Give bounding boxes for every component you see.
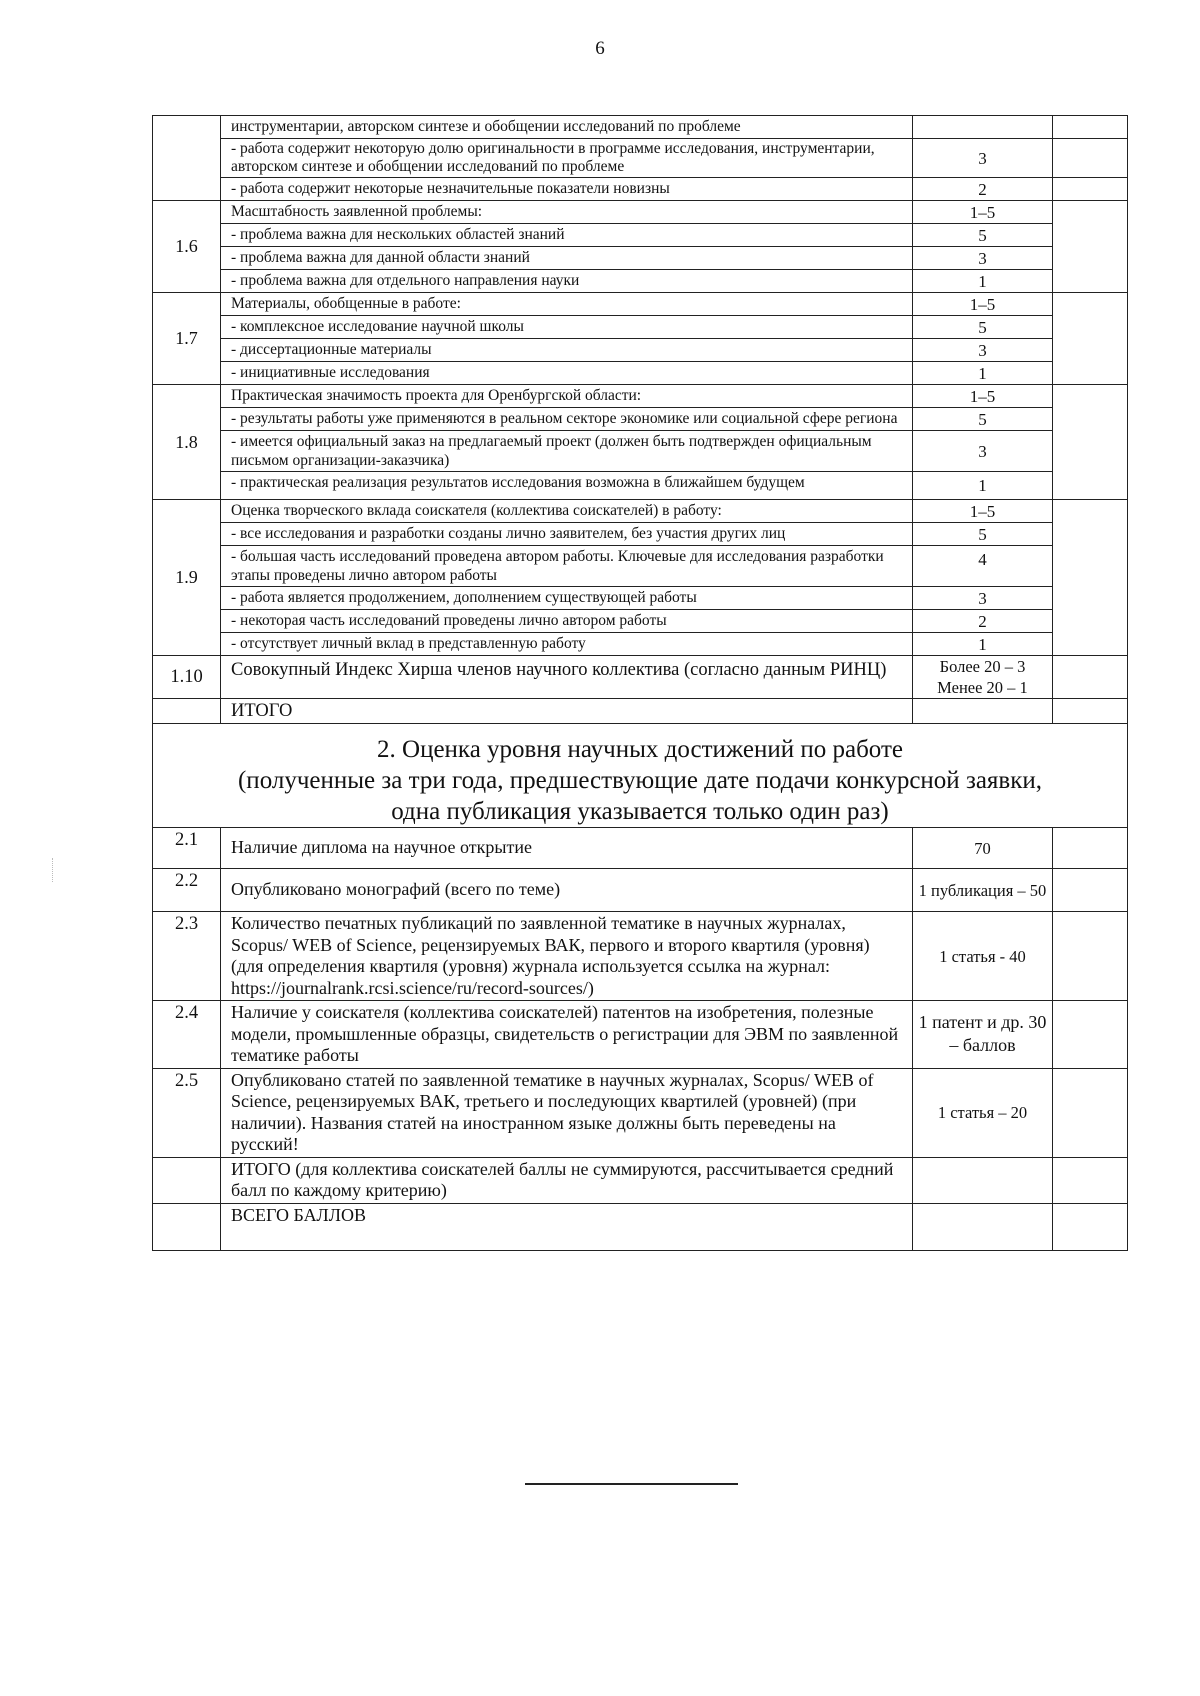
points-cell: 3 [913, 339, 1053, 362]
criterion-number: 1.10 [153, 656, 221, 699]
table-row [153, 699, 1128, 724]
score-cell [1053, 139, 1128, 178]
score-cell [1053, 293, 1128, 385]
points-cell: 1 статья - 40 [913, 912, 1053, 1001]
criterion-text: - проблема важна для отдельного направления науки [221, 270, 913, 293]
table-row [153, 362, 1128, 385]
table-row [153, 656, 1128, 699]
criterion-text: Практическая значимость проекта для Оренбургской области: [221, 385, 913, 408]
score-cell [1053, 828, 1128, 869]
section2-title-line: (полученные за три года, предшествующие дате подачи конкурсной заявки, [237, 767, 1042, 794]
criterion-number: 2.5 [153, 1068, 221, 1157]
scan-artifact [52, 858, 56, 882]
table-row [153, 500, 1128, 523]
section1-total-label: ИТОГО [221, 699, 913, 724]
criterion-number-cell [153, 116, 221, 201]
criterion-number: 1.7 [153, 293, 221, 385]
criterion-text: - диссертационные материалы [221, 339, 913, 362]
points-cell: 5 [913, 224, 1053, 247]
criterion-number: 2.3 [153, 912, 221, 1001]
points-cell [913, 116, 1053, 139]
points-cell: 4 [913, 546, 1053, 587]
table-row [153, 270, 1128, 293]
points-cell: 1 публикация – 50 [913, 869, 1053, 912]
points-cell: 3 [913, 587, 1053, 610]
points-cell: 1 [913, 633, 1053, 656]
table-row [153, 408, 1128, 431]
criterion-text: Оценка творческого вклада соискателя (коллектива соискателей) в работу: [221, 500, 913, 523]
score-cell [1053, 912, 1128, 1001]
table-row [153, 1203, 1128, 1250]
points-cell: 1–5 [913, 385, 1053, 408]
table-row [153, 247, 1128, 270]
criterion-number: 1.6 [153, 201, 221, 293]
score-cell [1053, 116, 1128, 139]
points-cell: 2 [913, 610, 1053, 633]
points-cell: 1 [913, 270, 1053, 293]
criterion-text: Наличие у соискателя (коллектива соискателей) патентов на изобретения, полезные модели, промышленные образцы, свидетельств о регистрации для ЭВМ по заявленной тематике работы [221, 1001, 913, 1069]
criterion-number-cell [153, 699, 221, 724]
table-row [153, 339, 1128, 362]
table-row [153, 546, 1128, 587]
criterion-number: 1.9 [153, 500, 221, 656]
score-cell [1053, 869, 1128, 912]
evaluation-table-container [152, 115, 1127, 1251]
points-cell: 2 [913, 178, 1053, 201]
criterion-text: Материалы, обобщенные в работе: [221, 293, 913, 316]
points-cell: 5 [913, 408, 1053, 431]
score-cell [1053, 178, 1128, 201]
section2-total-label: ИТОГО (для коллектива соискателей баллы не суммируются, рассчитывается средний балл по каждому критерию) [221, 1157, 913, 1203]
score-cell [1053, 1157, 1128, 1203]
criterion-text: - некоторая часть исследований проведены лично автором работы [221, 610, 913, 633]
table-row [153, 828, 1128, 869]
table-row [153, 1068, 1128, 1157]
table-row [153, 1157, 1128, 1203]
table-row [153, 633, 1128, 656]
score-cell [1053, 385, 1128, 500]
table-row [153, 869, 1128, 912]
section2-title-line: 2. Оценка уровня научных достижений по работе [377, 736, 903, 763]
table-row [153, 523, 1128, 546]
criterion-text: - работа является продолжением, дополнением существующей работы [221, 587, 913, 610]
section2-title [153, 724, 1128, 828]
page-number: 6 [595, 38, 605, 59]
criterion-text: - инициативные исследования [221, 362, 913, 385]
table-row [153, 472, 1128, 500]
points-line: Более 20 – 3 [939, 657, 1026, 676]
score-cell [1053, 1068, 1128, 1157]
criterion-number: 2.1 [153, 828, 221, 869]
criterion-text: Опубликовано монографий (всего по теме) [221, 869, 913, 912]
score-cell [1053, 656, 1128, 699]
score-cell [1053, 699, 1128, 724]
footer-divider [525, 1483, 738, 1485]
criterion-number: 2.2 [153, 869, 221, 912]
table-row [153, 178, 1128, 201]
points-cell: 1–5 [913, 201, 1053, 224]
points-cell: 1–5 [913, 293, 1053, 316]
score-cell [1053, 1203, 1128, 1250]
points-cell [913, 1203, 1053, 1250]
table-row [153, 316, 1128, 339]
points-cell [913, 699, 1053, 724]
grand-total-label: ВСЕГО БАЛЛОВ [221, 1203, 913, 1250]
criterion-text: Количество печатных публикаций по заявленной тематике в научных журналах, Scopus/ WEB of Science, рецензируемых ВАК, первого и второго квартиля (уровня) (для определения квартиля (уровня) журнала используется ссылка на журнал: https://journalrank.rcsi.science/ru/record-sources/) [221, 912, 913, 1001]
criterion-text: - большая часть исследований проведена автором работы. Ключевые для исследования разработки этапы проведены лично автором работы [221, 546, 913, 587]
points-cell [913, 656, 1053, 699]
points-cell: 3 [913, 431, 1053, 472]
criterion-text: Масштабность заявленной проблемы: [221, 201, 913, 224]
points-cell: 1 [913, 472, 1053, 500]
points-line: Менее 20 – 1 [937, 678, 1028, 697]
table-row [153, 610, 1128, 633]
table-row [153, 224, 1128, 247]
points-cell: 1 [913, 362, 1053, 385]
criterion-text: - проблема важна для нескольких областей знаний [221, 224, 913, 247]
table-row [153, 293, 1128, 316]
criterion-text: - проблема важна для данной области знаний [221, 247, 913, 270]
table-row [153, 116, 1128, 139]
table-row [153, 431, 1128, 472]
criterion-text: - имеется официальный заказ на предлагаемый проект (должен быть подтвержден официальным письмом организации-заказчика) [221, 431, 913, 472]
score-cell [1053, 1001, 1128, 1069]
points-cell: 3 [913, 247, 1053, 270]
section2-title-line: одна публикация указывается только один раз) [391, 798, 889, 825]
evaluation-criteria-table [152, 115, 1128, 1251]
criterion-text: - работа содержит некоторые незначительные показатели новизны [221, 178, 913, 201]
score-cell [1053, 201, 1128, 293]
criterion-number-cell [153, 1203, 221, 1250]
table-row [153, 139, 1128, 178]
criterion-text: - результаты работы уже применяются в реальном секторе экономике или социальной сфере региона [221, 408, 913, 431]
table-row [153, 912, 1128, 1001]
section-heading-row [153, 724, 1128, 828]
score-cell [1053, 500, 1128, 656]
criterion-text: - комплексное исследование научной школы [221, 316, 913, 339]
table-row [153, 385, 1128, 408]
table-row [153, 1001, 1128, 1069]
criterion-text: Совокупный Индекс Хирша членов научного коллектива (согласно данным РИНЦ) [221, 656, 913, 699]
table-row [153, 201, 1128, 224]
points-cell: 70 [913, 828, 1053, 869]
points-cell: 5 [913, 523, 1053, 546]
points-cell: 1 патент и др. 30 – баллов [913, 1001, 1053, 1069]
points-cell [913, 1157, 1053, 1203]
criterion-number: 2.4 [153, 1001, 221, 1069]
points-cell: 3 [913, 139, 1053, 178]
points-cell: 1 статья – 20 [913, 1068, 1053, 1157]
criterion-number-cell [153, 1157, 221, 1203]
criterion-text: Опубликовано статей по заявленной тематике в научных журналах, Scopus/ WEB of Science, рецензируемых ВАК, третьего и последующих квартилей (уровней) (при наличии). Названия статей на иностранном языке должны быть переведены на русский! [221, 1068, 913, 1157]
table-row [153, 587, 1128, 610]
criterion-text: инструментарии, авторском синтезе и обобщении исследований по проблеме [221, 116, 913, 139]
criterion-text: - все исследования и разработки созданы лично заявителем, без участия других лиц [221, 523, 913, 546]
criterion-text: - работа содержит некоторую долю оригинальности в программе исследования, инструментарии, авторском синтезе и обобщении исследований по проблеме [221, 139, 913, 178]
criterion-text: - отсутствует личный вклад в представленную работу [221, 633, 913, 656]
points-cell: 5 [913, 316, 1053, 339]
points-cell: 1–5 [913, 500, 1053, 523]
criterion-number: 1.8 [153, 385, 221, 500]
criterion-text: - практическая реализация результатов исследования возможна в ближайшем будущем [221, 472, 913, 500]
criterion-text: Наличие диплома на научное открытие [221, 828, 913, 869]
